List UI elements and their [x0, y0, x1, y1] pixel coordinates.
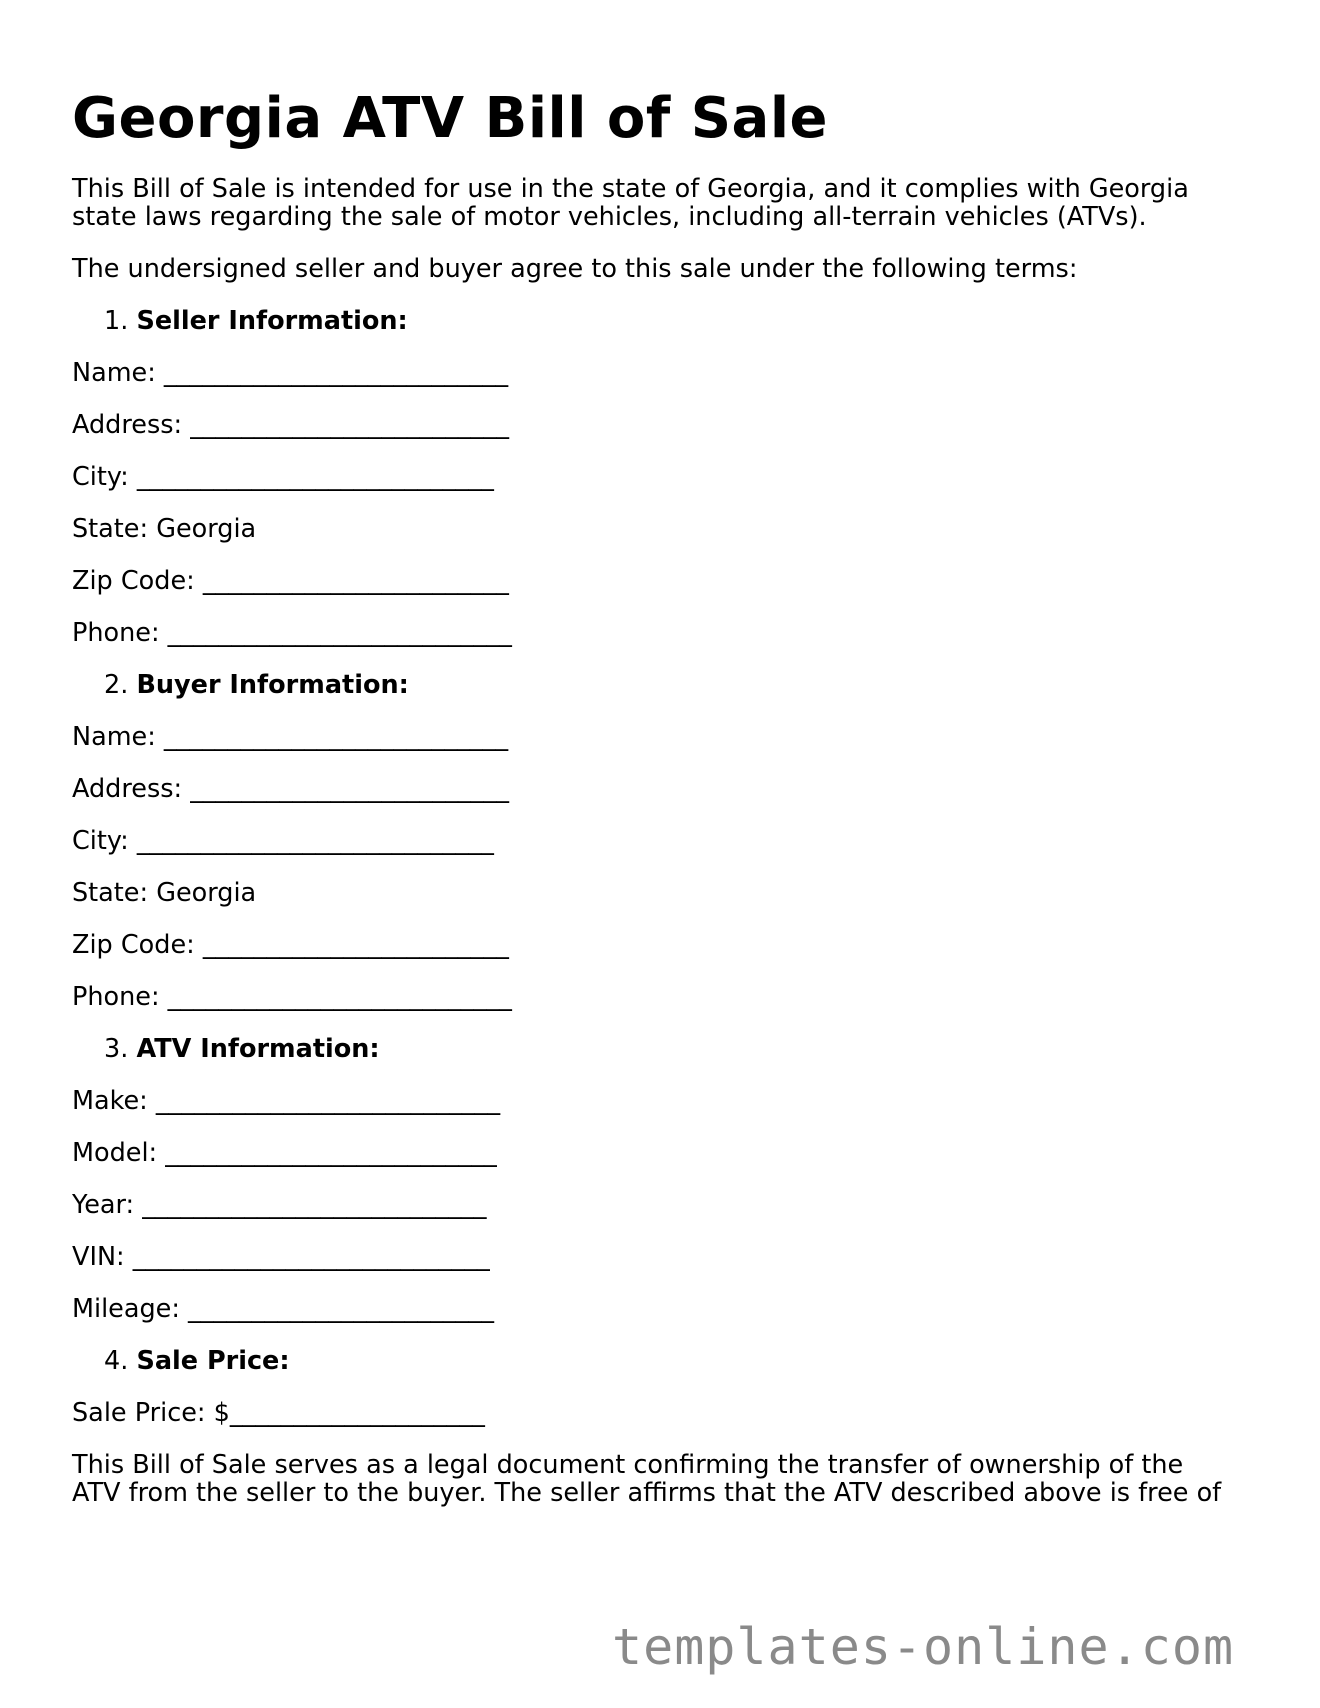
atv-make-field[interactable]: Make: ___________________________: [72, 1086, 501, 1116]
agreement-text: The undersigned seller and buyer agree to this sale under the following terms:: [72, 254, 1078, 284]
closing-line-2: ATV from the seller to the buyer. The seller affirms that the ATV described above is free of: [72, 1478, 1222, 1508]
section-heading-atv: 3. ATV Information:: [104, 1034, 380, 1064]
atv-model-field[interactable]: Model: __________________________: [72, 1138, 497, 1168]
buyer-zip-field[interactable]: Zip Code: ________________________: [72, 930, 509, 960]
intro-line-2: state laws regarding the sale of motor vehicles, including all-terrain vehicles (ATVs).: [72, 202, 1147, 232]
buyer-phone-field[interactable]: Phone: ___________________________: [72, 982, 512, 1012]
seller-state-field: State: Georgia: [72, 514, 257, 544]
buyer-name-field[interactable]: Name: ___________________________: [72, 722, 509, 752]
document-title: Georgia ATV Bill of Sale: [72, 86, 829, 151]
buyer-state-field: State: Georgia: [72, 878, 257, 908]
atv-vin-field[interactable]: VIN: ____________________________: [72, 1242, 490, 1272]
section-heading-buyer: 2. Buyer Information:: [104, 670, 409, 700]
seller-zip-field[interactable]: Zip Code: ________________________: [72, 566, 509, 596]
atv-year-field[interactable]: Year: ___________________________: [72, 1190, 487, 1220]
section-heading-seller: 1. Seller Information:: [104, 306, 408, 336]
intro-line-1: This Bill of Sale is intended for use in the state of Georgia, and it complies with Georgia: [72, 174, 1189, 204]
seller-phone-field[interactable]: Phone: ___________________________: [72, 618, 512, 648]
seller-name-field[interactable]: Name: ___________________________: [72, 358, 509, 388]
buyer-address-field[interactable]: Address: _________________________: [72, 774, 509, 804]
section-heading-price: 4. Sale Price:: [104, 1346, 290, 1376]
buyer-city-field[interactable]: City: ____________________________: [72, 826, 494, 856]
atv-mileage-field[interactable]: Mileage: ________________________: [72, 1294, 495, 1324]
sale-price-field[interactable]: Sale Price: $____________________: [72, 1398, 485, 1428]
watermark: templates-online.com: [612, 1618, 1235, 1676]
closing-line-1: This Bill of Sale serves as a legal document confirming the transfer of ownership of the: [72, 1450, 1184, 1480]
seller-address-field[interactable]: Address: _________________________: [72, 410, 509, 440]
seller-city-field[interactable]: City: ____________________________: [72, 462, 494, 492]
